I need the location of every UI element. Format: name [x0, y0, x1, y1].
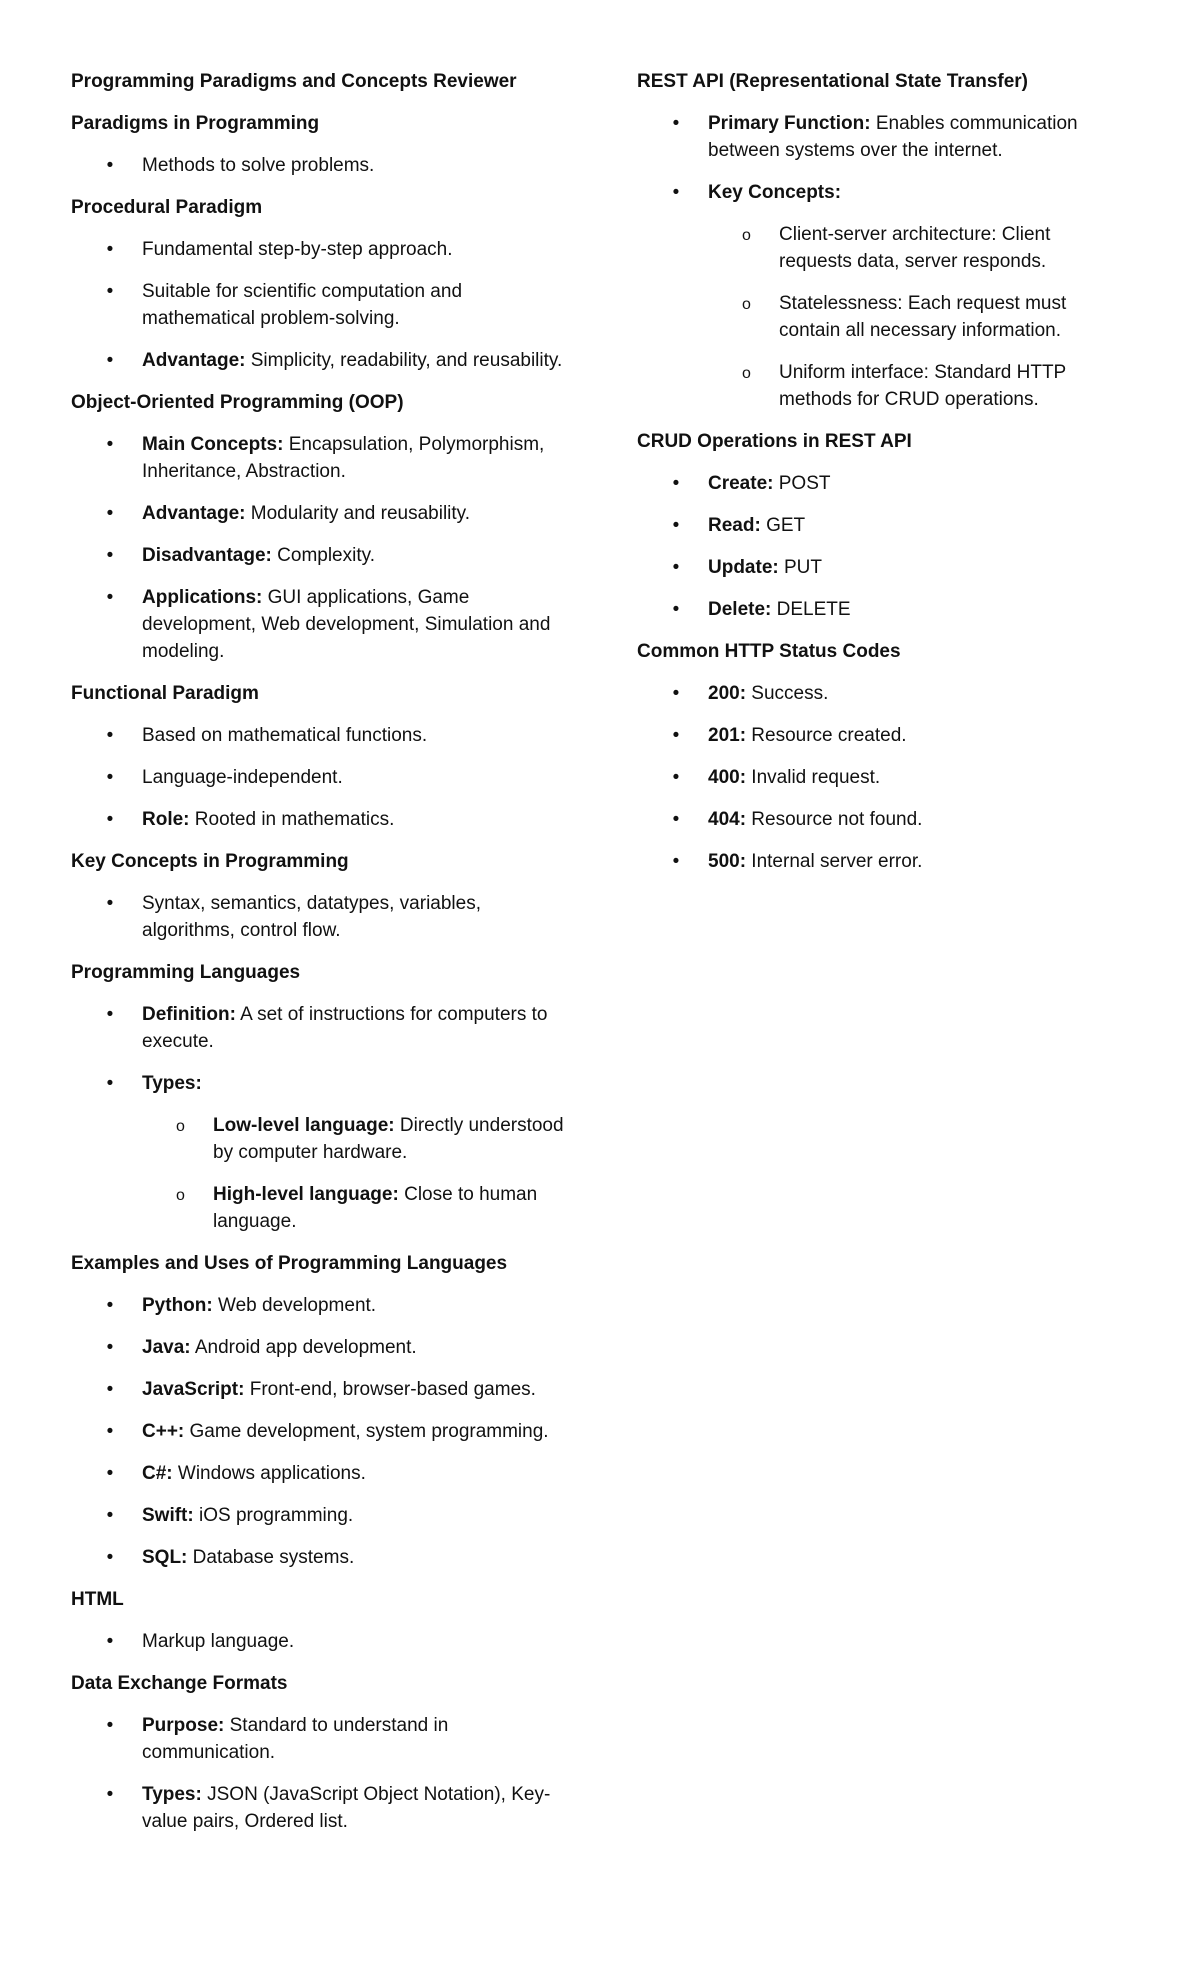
section-list-programming-languages: [71, 1001, 571, 1235]
section-heading-paradigms: Paradigms in Programming: [71, 113, 320, 134]
bullet-icon: •: [672, 113, 680, 134]
bullet-icon: •: [106, 503, 114, 524]
item-text: Encapsulation, Polymorphism, Inheritance, Abstraction.: [142, 434, 545, 482]
item-text: Windows applications.: [172, 1463, 366, 1484]
section-heading-procedural: Procedural Paradigm: [71, 197, 263, 218]
item-term: Key Concepts:: [708, 182, 842, 203]
list-item: [71, 1502, 571, 1529]
bullet-icon: •: [106, 1295, 114, 1316]
bullet-icon: •: [106, 587, 114, 608]
item-term: Advantage:: [142, 350, 246, 371]
item-text: GET: [760, 515, 806, 536]
section-heading-oop: Object-Oriented Programming (OOP): [71, 392, 404, 413]
bullet-icon: •: [106, 1004, 114, 1025]
bullet-icon: •: [106, 350, 114, 371]
list-item: [637, 554, 1117, 581]
bullet-icon: •: [672, 725, 680, 746]
bullet-icon: •: [106, 1784, 114, 1805]
item-term: C#:: [142, 1463, 173, 1484]
item-text: Suitable for scientific computation and mathematical problem-solving.: [142, 281, 463, 329]
bullet-icon: •: [106, 893, 114, 914]
bullet-icon: •: [672, 557, 680, 578]
section-heading-key-concepts: Key Concepts in Programming: [71, 851, 349, 872]
circle-bullet-icon: o: [176, 1118, 185, 1135]
right-column: [637, 68, 1117, 890]
item-text: Resource not found.: [746, 809, 923, 830]
item-term: Role:: [142, 809, 190, 830]
list-item: [71, 500, 571, 527]
bullet-icon: •: [106, 1715, 114, 1736]
list-item: [71, 236, 571, 263]
item-text: iOS programming.: [193, 1505, 354, 1526]
list-item: [637, 110, 1117, 164]
list-item: [637, 596, 1117, 623]
list-item: [71, 722, 571, 749]
list-item: [71, 1070, 571, 1235]
list-item: [71, 1001, 571, 1055]
bullet-icon: •: [106, 545, 114, 566]
bullet-icon: •: [106, 434, 114, 455]
circle-bullet-icon: o: [742, 227, 751, 244]
item-term: Advantage:: [142, 503, 246, 524]
circle-bullet-icon: o: [742, 365, 751, 382]
item-term: 200:: [708, 683, 747, 704]
section-list-rest-api: [637, 110, 1117, 413]
item-text: Markup language.: [142, 1631, 295, 1652]
item-term: Definition:: [142, 1004, 236, 1025]
item-term: Purpose:: [142, 1715, 225, 1736]
bullet-icon: •: [672, 767, 680, 788]
bullet-icon: •: [672, 599, 680, 620]
item-term: Read:: [708, 515, 761, 536]
item-term: Python:: [142, 1295, 213, 1316]
item-text: Front-end, browser-based games.: [244, 1379, 536, 1400]
item-term: Primary Function:: [708, 113, 871, 134]
bullet-icon: •: [106, 1631, 114, 1652]
sub-list-item: [142, 1181, 571, 1235]
left-column: [71, 68, 571, 1850]
item-text: Statelessness: Each request must contain all necessary information.: [779, 293, 1067, 341]
item-text: Success.: [746, 683, 829, 704]
list-item: [71, 1628, 571, 1655]
document-title: Programming Paradigms and Concepts Reviewer: [71, 71, 517, 92]
section-heading-examples: Examples and Uses of Programming Languages: [71, 1253, 508, 1274]
sub-list-rest-concepts: [708, 221, 1117, 413]
item-term: Swift:: [142, 1505, 194, 1526]
bullet-icon: •: [106, 1463, 114, 1484]
section-heading-crud: CRUD Operations in REST API: [637, 431, 912, 452]
list-item: [71, 431, 571, 485]
item-text: PUT: [778, 557, 823, 578]
section-heading-functional: Functional Paradigm: [71, 683, 259, 704]
item-text: Uniform interface: Standard HTTP methods for CRUD operations.: [779, 362, 1066, 410]
item-text: DELETE: [771, 599, 851, 620]
item-text: Android app development.: [190, 1337, 417, 1358]
bullet-icon: •: [672, 809, 680, 830]
list-item: [637, 512, 1117, 539]
list-item: [637, 764, 1117, 791]
item-text: Database systems.: [187, 1547, 355, 1568]
section-heading-data-exchange: Data Exchange Formats: [71, 1673, 288, 1694]
item-text: Syntax, semantics, datatypes, variables, algorithms, control flow.: [142, 893, 481, 941]
section-list-html: [71, 1628, 571, 1655]
item-text: Enables communication between systems over the internet.: [708, 113, 1078, 161]
item-text: Close to human language.: [213, 1184, 538, 1232]
bullet-icon: •: [106, 1505, 114, 1526]
section-list-data-exchange: [71, 1712, 571, 1835]
list-item: [71, 1334, 571, 1361]
bullet-icon: •: [106, 1379, 114, 1400]
item-term: 400:: [708, 767, 747, 788]
list-item: [71, 806, 571, 833]
item-term: Applications:: [142, 587, 263, 608]
item-term: SQL:: [142, 1547, 188, 1568]
bullet-icon: •: [106, 725, 114, 746]
item-text: Game development, system programming.: [184, 1421, 549, 1442]
list-item: [71, 890, 571, 944]
item-text: Web development.: [212, 1295, 377, 1316]
item-text: Methods to solve problems.: [142, 155, 375, 176]
list-item: [71, 1781, 571, 1835]
item-text: Directly understood by computer hardware.: [213, 1115, 564, 1163]
item-term: Types:: [142, 1784, 202, 1805]
item-text: Modularity and reusability.: [245, 503, 471, 524]
section-heading-html: HTML: [71, 1589, 124, 1610]
item-term: Disadvantage:: [142, 545, 272, 566]
bullet-icon: •: [106, 1547, 114, 1568]
bullet-icon: •: [106, 1337, 114, 1358]
list-item: [71, 1418, 571, 1445]
list-item: [71, 1376, 571, 1403]
list-item: [637, 179, 1117, 413]
bullet-icon: •: [106, 767, 114, 788]
item-term: Low-level language:: [213, 1115, 395, 1136]
section-list-http-status: [637, 680, 1117, 875]
section-heading-programming-languages: Programming Languages: [71, 962, 301, 983]
item-text: Client-server architecture: Client requests data, server responds.: [779, 224, 1051, 272]
list-item: [71, 1712, 571, 1766]
list-item: [637, 848, 1117, 875]
item-text: Internal server error.: [746, 851, 923, 872]
item-term: 201:: [708, 725, 747, 746]
item-term: Update:: [708, 557, 779, 578]
list-item: [637, 722, 1117, 749]
sub-list-language-types: [142, 1112, 571, 1235]
item-text: Language-independent.: [142, 767, 343, 788]
section-list-oop: [71, 431, 571, 665]
bullet-icon: •: [672, 182, 680, 203]
item-term: Java:: [142, 1337, 191, 1358]
item-text: Complexity.: [271, 545, 375, 566]
item-text: Fundamental step-by-step approach.: [142, 239, 453, 260]
item-text: Invalid request.: [746, 767, 881, 788]
item-text: Simplicity, readability, and reusability.: [245, 350, 563, 371]
list-item: [637, 806, 1117, 833]
list-item: [71, 347, 571, 374]
list-item: [637, 470, 1117, 497]
item-term: Delete:: [708, 599, 772, 620]
item-text: JSON (JavaScript Object Notation), Key-value pairs, Ordered list.: [142, 1784, 551, 1832]
section-list-crud: [637, 470, 1117, 623]
section-list-paradigms: [71, 152, 571, 179]
item-term: High-level language:: [213, 1184, 399, 1205]
section-list-examples: [71, 1292, 571, 1571]
item-text: Standard to understand in communication.: [142, 1715, 449, 1763]
section-list-key-concepts: [71, 890, 571, 944]
list-item: [71, 1544, 571, 1571]
sub-list-item: [708, 359, 1117, 413]
item-term: JavaScript:: [142, 1379, 245, 1400]
list-item: [71, 1292, 571, 1319]
list-item: [71, 1460, 571, 1487]
item-text: Rooted in mathematics.: [189, 809, 395, 830]
section-heading-http-status: Common HTTP Status Codes: [637, 641, 901, 662]
item-term: Create:: [708, 473, 774, 494]
item-text: Based on mathematical functions.: [142, 725, 428, 746]
item-text: POST: [773, 473, 831, 494]
item-term: 500:: [708, 851, 747, 872]
item-term: C++:: [142, 1421, 185, 1442]
sub-list-item: [142, 1112, 571, 1166]
list-item: [71, 152, 571, 179]
circle-bullet-icon: o: [742, 296, 751, 313]
bullet-icon: •: [106, 1421, 114, 1442]
list-item: [71, 584, 571, 665]
bullet-icon: •: [106, 809, 114, 830]
item-text: Resource created.: [746, 725, 907, 746]
bullet-icon: •: [106, 281, 114, 302]
item-text: A set of instructions for computers to execute.: [142, 1004, 548, 1052]
bullet-icon: •: [106, 239, 114, 260]
item-term: Main Concepts:: [142, 434, 284, 455]
bullet-icon: •: [672, 515, 680, 536]
list-item: [71, 278, 571, 332]
item-term: Types:: [142, 1073, 202, 1094]
item-text: GUI applications, Game development, Web development, Simulation and modeling.: [142, 587, 551, 662]
list-item: [71, 542, 571, 569]
item-term: 404:: [708, 809, 747, 830]
bullet-icon: •: [672, 473, 680, 494]
list-item: [637, 680, 1117, 707]
list-item: [71, 764, 571, 791]
sub-list-item: [708, 221, 1117, 275]
bullet-icon: •: [672, 683, 680, 704]
section-list-functional: [71, 722, 571, 833]
bullet-icon: •: [672, 851, 680, 872]
bullet-icon: •: [106, 1073, 114, 1094]
section-list-procedural: [71, 236, 571, 374]
bullet-icon: •: [106, 155, 114, 176]
sub-list-item: [708, 290, 1117, 344]
section-heading-rest-api: REST API (Representational State Transfer): [637, 71, 1029, 92]
circle-bullet-icon: o: [176, 1187, 185, 1204]
